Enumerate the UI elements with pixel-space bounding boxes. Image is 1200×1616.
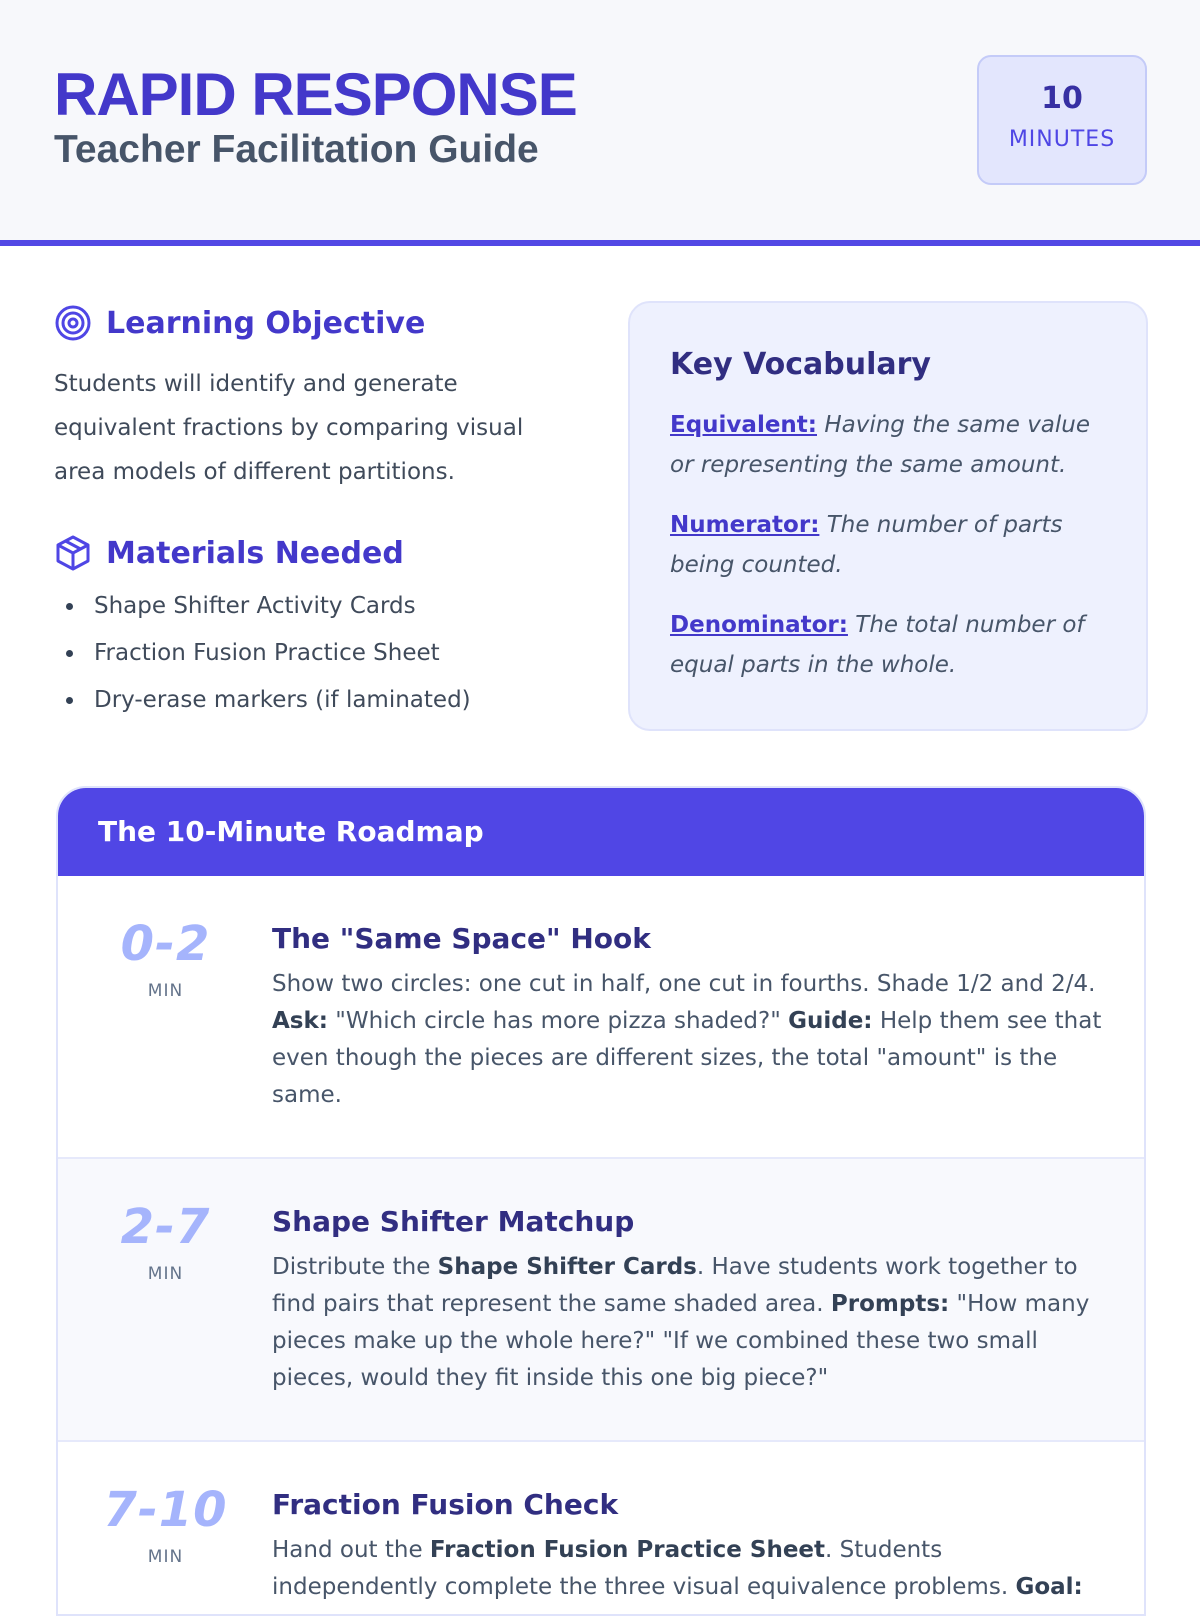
vocabulary-card xyxy=(628,301,1148,731)
step-time-range: 0-2 xyxy=(120,916,211,972)
body-text: Distribute the xyxy=(272,1254,438,1280)
page-title: RAPID RESPONSE xyxy=(54,61,577,128)
emphasis-text: Shape Shifter Cards xyxy=(437,1254,697,1280)
target-icon xyxy=(54,304,92,342)
objective-text: Students will identify and generate equivalent fractions by comparing visual area models of different partitions. xyxy=(54,371,524,485)
vocabulary-definition: The total number of equal parts in the whole. xyxy=(670,612,1085,678)
step-time-range: 7-10 xyxy=(103,1482,228,1538)
body-text: Help them see that even though the pieces are different sizes, the total "amount" is the same. xyxy=(272,1008,1102,1108)
roadmap-heading: The 10-Minute Roadmap xyxy=(58,788,1144,876)
vocabulary-definition: Having the same value or representing the same amount. xyxy=(670,412,1091,478)
emphasis-text: Ask: xyxy=(272,1008,328,1034)
roadmap-panel xyxy=(56,786,1146,1616)
emphasis-text: Fraction Fusion Practice Sheet xyxy=(429,1537,826,1563)
list-item: Shape Shifter Activity Cards xyxy=(64,588,471,635)
emphasis-text: Goal: xyxy=(1015,1574,1083,1600)
step-title: The "Same Space" Hook xyxy=(272,922,651,955)
step-description xyxy=(272,1249,1112,1397)
page-subtitle: Teacher Facilitation Guide xyxy=(54,128,539,171)
vocabulary-term-link[interactable]: Equivalent: xyxy=(670,412,817,438)
step-time-unit: MIN xyxy=(147,1264,184,1284)
body-text: Show two circles: one cut in half, one cut in fourths. Shade 1/2 and 2/4. xyxy=(272,971,1096,997)
materials-list xyxy=(64,588,471,729)
emphasis-text: Guide: xyxy=(788,1008,873,1034)
vocabulary-term-link[interactable]: Denominator: xyxy=(670,612,848,638)
duration-badge xyxy=(977,55,1147,185)
duration-unit: MINUTES xyxy=(1008,127,1116,152)
page-header xyxy=(0,0,1200,246)
emphasis-text: Prompts: xyxy=(830,1291,950,1317)
roadmap-step xyxy=(58,1159,1144,1442)
step-time-range: 2-7 xyxy=(120,1199,211,1255)
step-description xyxy=(272,1532,1112,1606)
list-item: Fraction Fusion Practice Sheet xyxy=(64,635,471,682)
roadmap-step xyxy=(58,1442,1144,1616)
box-icon xyxy=(54,534,92,572)
list-item: Dry-erase markers (if laminated) xyxy=(64,682,471,729)
vocabulary-heading: Key Vocabulary xyxy=(670,347,931,382)
objective-heading-label: Learning Objective xyxy=(106,305,426,341)
duration-value: 10 xyxy=(1041,81,1083,116)
materials-heading xyxy=(54,533,404,573)
step-description xyxy=(272,966,1112,1114)
vocabulary-entry xyxy=(670,505,1110,585)
body-text: Hand out the xyxy=(272,1537,430,1563)
step-title: Shape Shifter Matchup xyxy=(272,1205,635,1238)
body-text: . Have students work together to find pairs that represent the same shaded area. xyxy=(272,1254,1078,1317)
vocabulary-entry xyxy=(670,605,1110,685)
body-text: . Students independently complete the three visual equivalence problems. xyxy=(272,1537,1016,1600)
vocabulary-definition: The number of parts being counted. xyxy=(670,512,1063,578)
objective-heading xyxy=(54,303,425,343)
body-text: "Which circle has more pizza shaded?" xyxy=(327,1008,789,1034)
materials-heading-label: Materials Needed xyxy=(106,535,404,571)
roadmap-step xyxy=(58,876,1144,1159)
body-text: "How many pieces make up the whole here?" "If we combined these two small pieces, would they fit inside this one big piece?" xyxy=(272,1291,1090,1391)
step-title: Fraction Fusion Check xyxy=(272,1488,619,1521)
vocabulary-entry xyxy=(670,405,1110,485)
vocabulary-term-link[interactable]: Numerator: xyxy=(670,512,820,538)
step-time-unit: MIN xyxy=(147,981,184,1001)
step-time-unit: MIN xyxy=(147,1547,184,1567)
